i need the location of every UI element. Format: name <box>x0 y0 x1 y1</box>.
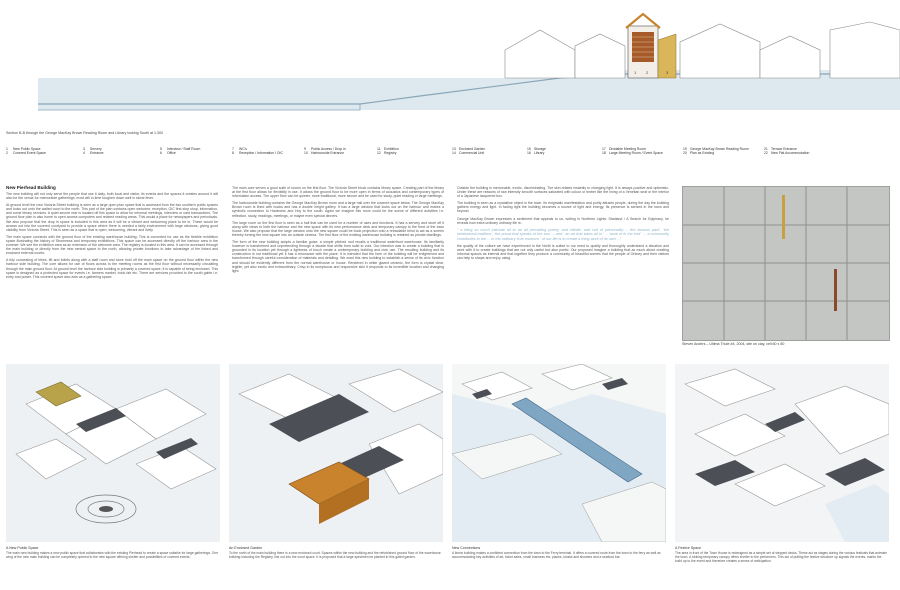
legend-number: 14 <box>452 151 456 156</box>
paragraph: The new building will not only serve the people that use it daily, both local and visitor, its events and the spaces it creates around it will also be the venue for memorable gatherings, most will in-time toughen down well in stone fever. <box>6 192 218 201</box>
legend-label: Reception / Information / OIC <box>239 151 283 156</box>
legend-label: Library <box>534 151 545 156</box>
legend-column <box>764 147 809 156</box>
panel-text: To the north of the main building there is a new enclosed court. Spaces within the new building and the refurbished ground floor of the warehouse building including the Registry, link out into the court space. It is proposed that a large specimen be planted in this gated garden. <box>229 551 441 559</box>
legend-number: 10 <box>304 151 308 156</box>
legend-label: Enclosed Garden <box>459 147 486 151</box>
legend-number: 15 <box>527 147 531 151</box>
legend-label: Commercial Unit <box>459 151 485 156</box>
legend-number: 5 <box>160 147 162 151</box>
legend-item <box>527 151 546 155</box>
artwork-caption: Steven Anders – Ultima Thule #4, 2004, site on clay, cell 60 x 80 <box>682 342 785 346</box>
legend-number: 16 <box>527 151 531 156</box>
legend-column <box>232 147 283 156</box>
legend-column <box>6 147 46 156</box>
aerial-view-2 <box>229 364 443 542</box>
section-drawing <box>0 0 900 128</box>
legend-number: 20 <box>683 151 687 156</box>
legend-column <box>527 147 546 156</box>
legend-number: 13 <box>452 147 456 151</box>
legend <box>6 147 894 161</box>
legend-label: Large Meeting Room / Event Space <box>609 151 663 156</box>
legend-number: 9 <box>304 147 306 151</box>
legend-item <box>304 151 346 155</box>
legend-label: Plan as Existing <box>690 151 715 156</box>
paragraph: The large room on the first floor is seen as a hall that can be used for a number of uses and functions. It has a servery and store off it along with views to both the harbour and the new space with its new performance deck and temporary canopy to the front of the town house. We also propose that the large window onto the new square could be book projection onto a retractable blind to act as a screen thereby turning the new square into an outside cinema. The first floor of the existing warehouse building is retained as private dwellings. <box>232 220 444 237</box>
legend-label: New Flat Accommodation <box>771 151 810 156</box>
marker-3: 3 <box>666 70 669 75</box>
legend-number: 2 <box>6 151 8 156</box>
legend-number: 12 <box>377 151 381 156</box>
paragraph: Outside the building is memorable, exotic, discriminating. The skin relates instantly to changing light. It is always positive and optimistic. Under these are reasons of raw intensity smooth surfaces saturated with colour or timber like the lining of a Venetian seat or the interior of a Japanese lacquered box. <box>457 186 669 199</box>
panel-text: The area in front of the Town House is redesigned as a simple set of stepped decks. These act as stages during the various festivals that animate the town. A striking temporary canopy offers shelter to the performers. This act of putting the festive structure up signals the events, marks the build up to the event and therefore creates a sense of anticipation. <box>675 551 887 563</box>
legend-item <box>160 151 200 155</box>
paragraph: the quality of the culture we have experienced in the North is suited to our need to quality and thoroughly understand a situation and work with it to create buildings that are not only useful but also poetic. Our proposed imagine a building that as much about creating informal spaces as internal and that together they produce a community of beautiful scenes that the people of Orkney and their visitors can help to shape and enjoy using. <box>457 243 669 261</box>
legend-column <box>683 147 749 156</box>
legend-item <box>764 151 809 155</box>
legend-number: 21 <box>764 147 768 151</box>
legend-label: Office <box>167 151 176 156</box>
panel-text: A linear building makes a confident connection from the town to the Ferry terminal. It offers a covered route from the town to the ferry as well as accommodating key activities of art, ticket sales, small business etc. places, kiosks and showers and a seafood bar. <box>452 551 661 559</box>
legend-label: Harbourside Entrance <box>311 151 344 156</box>
legend-item <box>232 151 283 155</box>
panel-caption-2 <box>229 546 443 560</box>
legend-label: Entrance <box>90 151 104 156</box>
legend-number: 1 <box>6 147 8 151</box>
legend-label: Terrace Entrance <box>771 147 797 151</box>
aerial-view-4 <box>675 364 889 542</box>
legend-label: Registry <box>384 151 397 156</box>
marker-1: 1 <box>634 70 637 75</box>
aerial-view-1 <box>6 364 220 542</box>
legend-label: WC's <box>239 147 247 151</box>
paragraph: At ground level the new Victoria Street building is seen as a large open plan space that is accessed from the two southern public spaces and looks out onto the walled court to the north. This part of the plan contains open welcome, reception, OIC first stop shop, information, and some library services. A quiet secure rear is located off this space to allow for informal meetings, interview or card transactions. The ground floor plan is also home to open access computers and relaxed reading areas. This would a place for newspapers and periodicals. We also propose that the drop in space is included in this area as it will be a vibrant and welcoming place to be in. These would be access out into the covered courtyard to provide a space where there is needed a fairly environment with large windows, giving good visibility from Victoria Street. This is seen as a space that is open, welcoming, vibrant and lively. <box>6 203 218 232</box>
panel-title: A Festive Space <box>675 546 701 550</box>
legend-label: Storage <box>534 147 546 151</box>
legend-item <box>83 151 104 155</box>
paragraph: The main space connects with the ground floor of the existing warehouse building. This is converted for use as the flexible exhibition space illustrating the history of Stromness and temporary exhibitions. This space can be accessed directly off the harbour area in the summer. We see the exhibition area as an extension of the welcome area. The registry is located in this area. It can be accessed through the main building or directly from the new central space to the north, allowing private functions to take advantage of the linked and enclosed external courts. <box>6 234 218 256</box>
paragraph: A tidy concealing of bikes, lift and toilets along with a staff room and store hold off the main space on the ground floor within the new harbour side building. The core allows for use of floors across to the meeting rooms as the first floor without necessarily circulating through the main ground floor. At ground level the harbour side building is primarily a covered space; it is capable of being enclosed. This space is designed as a protected space for events i.e. farmers market, book fair etc. There are services provided to the south gable i.e. entry and power. This covered space also acts as a gathering space. <box>6 258 218 279</box>
legend-item <box>377 151 399 155</box>
panel-enclosed-garden <box>229 364 443 542</box>
panel-new-connections <box>452 364 666 542</box>
legend-item <box>602 151 663 155</box>
legend-label: Public Access / Drop in <box>311 147 346 151</box>
legend-number: 6 <box>160 151 162 156</box>
paragraph: The form of the new building adopts a familiar guise: a simple pitched roof recalls a traditional waterfront warehouse. Its familiarity however is transformed and unpretending through a facade that shifts from solid to void. Our intention was to create a building that is grounded in its location yet through a lightness of touch create a contemporary building and civic use. The resulting building and its construction is not traditional yet it has a resonance with the place. It is intended that the form of the building will be enlightened and transformed through careful consideration of materials and detailing. We want this new building to establish a sense of its civic function and should be evidently different from the normal warehouse or house. Rendered in white glazed ceramic, the form is crystal clear, legible, yet also exotic and extraordinary. Crisp in its sumptuous and responsive skin it responds to its incredible location and changing light. <box>232 240 444 273</box>
legend-label: New Public Space <box>13 147 41 151</box>
legend-number: 18 <box>602 151 606 156</box>
legend-label: Dividable Meeting Room <box>609 147 646 151</box>
legend-label: Interview / Staff Room <box>167 147 201 151</box>
panel-caption-1 <box>6 546 220 560</box>
section-caption: Section B-B through the George MacKay Brown Reading Room and Library looking South at 1:300 <box>6 131 164 135</box>
panel-festive-space <box>675 364 889 542</box>
panel-title: A New Public Space <box>6 546 39 550</box>
legend-label: Exhibition <box>384 147 399 151</box>
legend-number: 3 <box>83 147 85 151</box>
legend-item <box>6 151 46 155</box>
panel-title: New Connections <box>452 546 481 550</box>
legend-number: 22 <box>764 151 768 156</box>
text-column-3 <box>457 186 669 263</box>
paragraph: The building is seen as a crystalline object in the town. Its enigmatic manifestation and purity attracts people, during the day the building gathers energy and light. In fading light the building becomes a source of light and energy. Its presence is sensed in the town and beyond. <box>457 201 669 214</box>
panel-caption-3 <box>452 546 666 560</box>
paragraph: The harbourside building contains the George MacKay Brown room and a large hall over the covered space below. The George MacKay Brown room is lined with books and has a double height gallery. It has a large window that looks out on the harbour and makes a symbolic connection to Hackness and Hoy to the south. Again we imagine this room could be the scene of different activities i.e. reflection, study, readings, meetings, or maybe even special dinners. <box>232 201 444 218</box>
legend-item <box>683 151 749 155</box>
text-column-2 <box>232 186 444 276</box>
pull-quote: “ a thing so much intimate all to an all pervading poetry, and infinite, and cult of personality – ‘the famous past’, ‘the sentimental tradition’, ‘the proud that speaks of the sea ’ – and ‘ an art that takes all in ’ ... ‘work of in the end ’ ... a community contributes to the ... in the ordinary ‘true essence ’ of our life is to create a thing work of its own ...” <box>457 227 669 241</box>
page-heading: New Pierhead Building <box>6 185 56 190</box>
panel-text: The main new building makes a new public space that collaborates with the existing Pierhead to create a space suitable for large gatherings. One wing of the new main building can be completely opened to the new square offering shelter and possibilities of covered events. <box>6 551 219 559</box>
legend-column <box>452 147 485 156</box>
legend-number: 11 <box>377 147 381 151</box>
marker-2: 2 <box>646 70 649 75</box>
legend-number: 19 <box>683 147 687 151</box>
legend-label: Servery <box>90 147 102 151</box>
panel-caption-4 <box>675 546 889 564</box>
legend-number: 17 <box>602 147 606 151</box>
text-column-1 <box>6 192 218 282</box>
legend-label: Covered Event Space <box>13 151 46 156</box>
panel-title: An Enclosed Garden <box>229 546 263 550</box>
paragraph: George MacKay Brown expresses a sentiment that appeals to us, writing in Northern Lights: Stadiand / A Search for Epiphany, he reveals how extra ordinary ordinary life is: <box>457 216 669 225</box>
artwork-image <box>682 186 890 341</box>
paragraph: The main core serves a good suite of rooms on the first floor. The Victoria Street block contains library space. Creating part of the library at the first floor allows for flexibility in use. It allows the ground floor to be more open in terms of acoustics and contemporary types of information access. The upper floor can be quieter, more traditional, more secure and be used for study, quiet reading or large meetings. <box>232 186 444 199</box>
panel-new-public-space <box>6 364 220 542</box>
legend-column <box>160 147 200 156</box>
legend-number: 8 <box>232 151 234 156</box>
legend-column <box>602 147 663 156</box>
legend-number: 4 <box>83 151 85 156</box>
legend-label: George MacKay Brown Reading Room <box>690 147 749 151</box>
legend-item <box>452 151 485 155</box>
legend-column <box>377 147 399 156</box>
legend-number: 7 <box>232 147 234 151</box>
aerial-view-3 <box>452 364 666 542</box>
legend-column <box>304 147 346 156</box>
legend-column <box>83 147 104 156</box>
